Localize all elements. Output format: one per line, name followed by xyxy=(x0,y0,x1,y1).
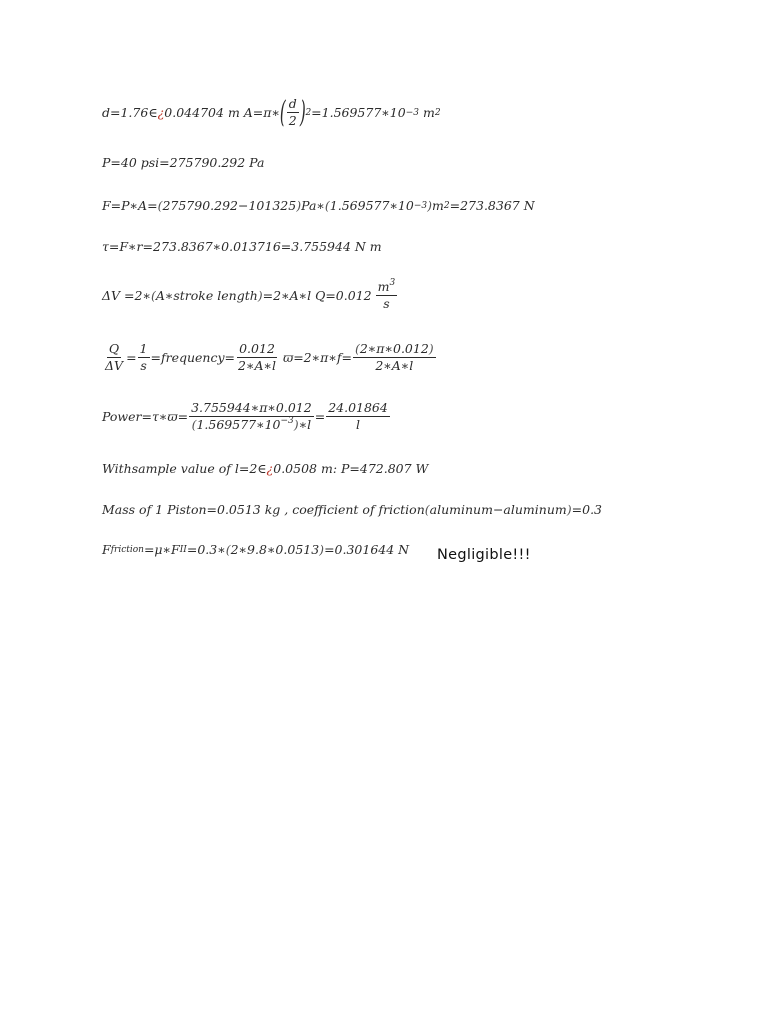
equation-volume xyxy=(102,280,398,311)
eq8-inverted-question: ¿ xyxy=(266,461,274,476)
equation-frequency xyxy=(102,342,437,373)
eq4-text: τ=F∗r=273.8367∗0.013716=3.755944 N m xyxy=(102,239,382,254)
eq3-close-bracket: ) xyxy=(296,198,302,213)
eq1-right-paren: ) xyxy=(299,94,306,130)
eq10-part-a: F xyxy=(102,542,111,557)
eq6-f2-denominator: s xyxy=(140,358,147,373)
eq1-inverted-question: ¿ xyxy=(157,104,165,120)
eq6-f3-denominator: 2∗A∗l xyxy=(238,358,276,373)
eq1-fraction-denominator: 2 xyxy=(288,113,297,128)
eq5-open-bracket: ( xyxy=(150,287,156,303)
eq1-part-e: m A=π∗ xyxy=(227,104,280,120)
eq8-part-a: Withsample value of l=2 xyxy=(102,461,258,476)
eq9-part-a: Mass of 1 Piston=0.0513 kg , coefficient of friction xyxy=(102,502,425,517)
eq6-fraction-3 xyxy=(236,342,278,373)
negligible-note: Negligible!!! xyxy=(437,547,531,563)
eq3-open-bracket-2: ( xyxy=(324,198,330,213)
eq6-fraction-4 xyxy=(353,342,436,373)
eq5-close-bracket: ) xyxy=(257,287,263,303)
eq7-equals: = xyxy=(314,408,326,424)
eq7-fraction-2 xyxy=(326,401,390,432)
equation-force: F=P∗A= ( 275790.292−101325 ) Pa∗ ( 1.569577∗10 −3 ) m 2 =273.8367 N xyxy=(102,198,535,213)
equation-friction-force: F friction =μ∗F II =0.3∗ ( 2∗9.8∗0.0513 ) =0.301644 N xyxy=(102,542,410,557)
eq7-part-a: Power=τ∗ϖ= xyxy=(102,408,189,424)
eq7-f2-denominator: l xyxy=(356,417,361,432)
equation-sample-value xyxy=(102,462,428,476)
equation-diameter-area: d=1.76 ∈ ¿ 0.044704 m A=π∗ ( $\frac{d}{2}$ ) 2 =1.569577∗10 −3 m 2 xyxy=(102,94,441,130)
eq1-part-h: =1.569577∗10 xyxy=(311,104,406,120)
eq6-omega: ϖ=2∗π∗f= xyxy=(283,349,352,365)
eq1-fraction-numerator: d xyxy=(288,96,297,111)
eq5-num-unit: m xyxy=(377,279,390,294)
eq6-f4-numerator: (2∗π∗0.012) xyxy=(354,341,434,356)
eq8-element-of: ∈ xyxy=(257,461,267,476)
eq6-f4-numerator-text: 2∗π∗0.012 xyxy=(359,341,429,356)
eq3-close-bracket-2: ) xyxy=(427,198,433,213)
equation-power xyxy=(102,401,391,432)
eq5-part-b: A∗stroke length xyxy=(155,287,258,303)
eq2-text: P=40 psi=275790.292 Pa xyxy=(102,155,265,170)
equation-mass-friction xyxy=(102,503,602,517)
eq6-f4-denominator: 2∗A∗l xyxy=(375,358,414,373)
eq9-close-bracket: ) xyxy=(566,502,572,517)
eq7-f1-numerator: 3.755944∗π∗0.012 xyxy=(191,400,312,415)
eq6-fraction-1 xyxy=(103,342,125,373)
eq3-part-c: Pa∗ xyxy=(301,198,325,213)
eq9-open-bracket: ( xyxy=(424,502,430,517)
eq1-fraction xyxy=(287,97,299,128)
eq6-fraction-2 xyxy=(138,342,150,373)
eq5-part-c: =2∗A∗l Q=0.012 xyxy=(262,287,372,303)
eq10-close-bracket: ) xyxy=(319,542,325,557)
eq6-f2-numerator: 1 xyxy=(139,341,148,356)
eq6-mid: =frequency= xyxy=(150,349,236,365)
eq8-part-d: 0.0508 m: P=472.807 W xyxy=(273,461,429,476)
eq10-part-d: 2∗9.8∗0.0513 xyxy=(230,542,320,557)
eq6-f1-numerator: Q xyxy=(108,341,120,356)
eq9-part-b: aluminum−aluminum xyxy=(429,502,567,517)
eq10-part-c: =0.3∗ xyxy=(186,542,226,557)
eq1-part-d: 0.044704 xyxy=(164,104,224,120)
eq7-f2-numerator: 24.01864 xyxy=(328,400,388,415)
eq7-f1-den-a: 1.569577∗10 xyxy=(196,417,281,432)
eq5-fraction xyxy=(376,280,398,311)
eq10-part-e: =0.301644 N xyxy=(324,542,410,557)
equation-pressure xyxy=(102,156,264,170)
eq3-part-b: 275790.292−101325 xyxy=(162,198,297,213)
eq10-open-bracket: ( xyxy=(225,542,231,557)
eq3-part-f: m xyxy=(432,198,444,213)
eq7-f1-den-b: ∗l xyxy=(298,417,312,432)
eq6-f3-numerator: 0.012 xyxy=(239,341,275,356)
eq1-part-a: d=1.76 xyxy=(102,104,149,120)
eq5-part-a: ΔV =2∗ xyxy=(102,287,151,303)
eq1-left-paren: ( xyxy=(279,94,286,130)
eq5-fraction-denominator: s xyxy=(383,296,390,311)
eq10-part-b: =μ∗F xyxy=(143,542,180,557)
eq7-f1-denominator: $(1.569577∗10^{-3})∗l$ xyxy=(191,416,312,432)
eq7-fraction-1 xyxy=(189,401,314,432)
eq5-fraction-numerator xyxy=(376,280,398,296)
eq1-unit: m xyxy=(422,104,435,120)
eq6-equals: = xyxy=(126,349,137,365)
eq5-num-exponent: 3 xyxy=(389,278,396,288)
eq6-f1-denominator: ΔV xyxy=(105,358,124,373)
eq3-part-d: 1.569577∗10 xyxy=(329,198,414,213)
eq3-open-bracket: ( xyxy=(157,198,163,213)
eq1-element-of: ∈ xyxy=(148,104,158,120)
eq3-part-a: F=P∗A= xyxy=(102,198,158,213)
eq3-part-h: =273.8367 N xyxy=(449,198,535,213)
eq9-part-c: =0.3 xyxy=(571,502,602,517)
eq7-f1-den-exponent: −3 xyxy=(280,416,294,426)
equation-torque xyxy=(102,240,382,254)
